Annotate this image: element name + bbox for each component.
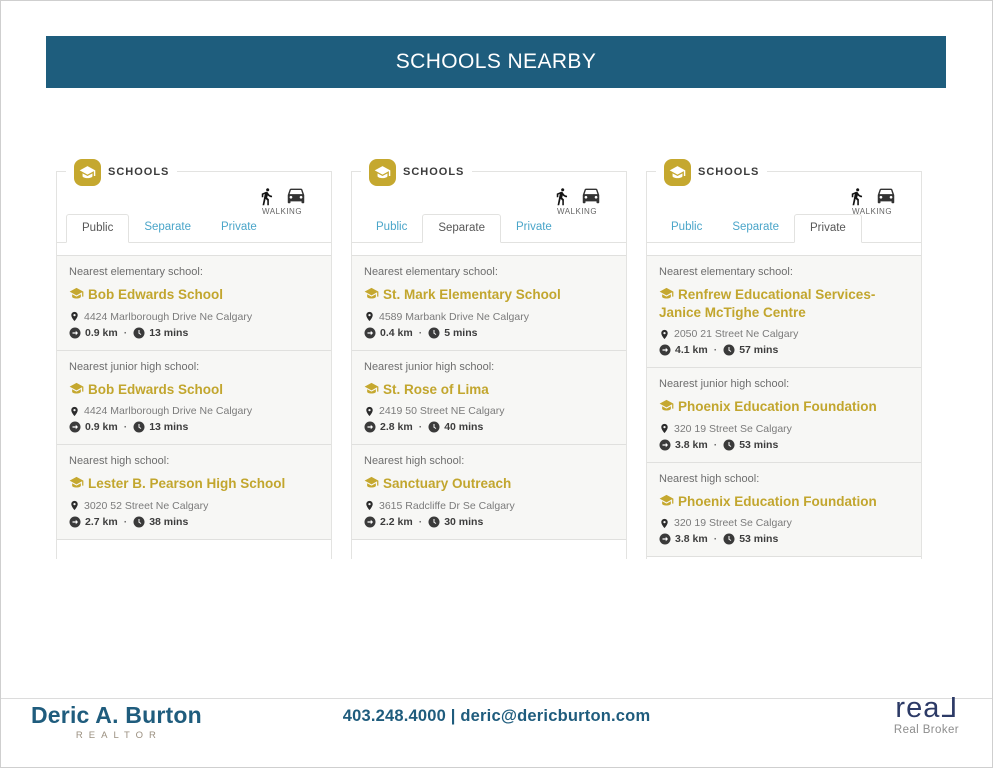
- school-section-junior-high: [57, 351, 331, 446]
- distance-value: 2.2 km: [380, 515, 413, 528]
- separator: ·: [713, 533, 718, 546]
- school-address: 4424 Marlborough Drive Ne Calgary: [84, 310, 253, 323]
- distance-icon: [69, 327, 81, 339]
- section-label: Nearest elementary school:: [659, 266, 793, 278]
- section-label: Nearest high school:: [659, 472, 760, 485]
- time-value: 30 mins: [444, 515, 484, 528]
- distance-value: 0.9 km: [85, 421, 118, 434]
- school-name-link[interactable]: Phoenix Education Foundation: [659, 398, 909, 416]
- graduation-cap-icon: [369, 159, 396, 186]
- clock-icon: [133, 516, 145, 528]
- distance-icon: [659, 344, 671, 356]
- section-label: Nearest junior high school:: [364, 360, 495, 373]
- tab-separate[interactable]: Separate: [422, 214, 501, 243]
- time-value: 38 mins: [149, 515, 189, 528]
- walking-icon[interactable]: [847, 187, 866, 206]
- clock-icon: [133, 327, 145, 339]
- school-name-link[interactable]: Lester B. Pearson High School: [69, 475, 319, 493]
- school-address: 2419 50 Street NE Calgary: [379, 405, 505, 418]
- school-section-high: [352, 445, 626, 540]
- agent-name: Deric A. Burton: [31, 702, 202, 728]
- clock-icon: [428, 421, 440, 433]
- section-label: Nearest junior high school:: [659, 378, 790, 391]
- car-icon[interactable]: [580, 184, 602, 206]
- graduation-cap-icon: [664, 159, 691, 186]
- tab-public[interactable]: Public: [66, 214, 129, 243]
- location-pin-icon: [364, 311, 375, 322]
- distance-icon: [659, 533, 671, 545]
- distance-icon: [69, 421, 81, 433]
- distance-value: 0.9 km: [85, 326, 118, 339]
- separator: ·: [713, 438, 718, 451]
- tab-private[interactable]: Private: [221, 221, 257, 233]
- location-pin-icon: [69, 500, 80, 511]
- distance-icon: [659, 439, 671, 451]
- school-section-high: [57, 445, 331, 540]
- school-section-junior-high: [352, 351, 626, 446]
- clock-icon: [428, 327, 440, 339]
- school-address: 2050 21 Street Ne Calgary: [674, 328, 799, 341]
- separator: ·: [123, 515, 128, 528]
- agent-title: REALTOR: [75, 730, 162, 741]
- tab-separate[interactable]: Separate: [144, 221, 192, 233]
- school-section-junior-high: [647, 368, 921, 463]
- location-pin-icon: [659, 329, 670, 340]
- distance-icon: [364, 421, 376, 433]
- schools-card-header: [66, 157, 177, 187]
- school-name-link[interactable]: Bob Edwards School: [69, 381, 319, 399]
- schools-card-separate: [351, 166, 627, 559]
- contact-info: 403.248.4000 | deric@dericburton.com: [342, 707, 651, 725]
- footer-divider: [1, 698, 992, 699]
- separator: ·: [713, 344, 718, 357]
- school-address: 4424 Marlborough Drive Ne Calgary: [84, 405, 253, 418]
- section-label: Nearest elementary school:: [69, 266, 203, 278]
- clock-icon: [723, 533, 735, 545]
- school-section-elementary: [647, 255, 921, 368]
- distance-value: 2.7 km: [85, 515, 118, 528]
- graduation-cap-icon: [74, 159, 101, 186]
- clock-icon: [723, 439, 735, 451]
- real-broker-logo: reaL: [895, 692, 958, 724]
- walking-mode-label: WALKING: [556, 207, 598, 216]
- page-banner: [46, 36, 946, 88]
- school-address: 3020 52 Street Ne Calgary: [84, 499, 209, 512]
- brand-block: [894, 694, 959, 736]
- travel-mode: [833, 184, 911, 216]
- tab-private[interactable]: Private: [516, 221, 552, 233]
- time-value: 13 mins: [149, 421, 189, 434]
- schools-card-private: [646, 166, 922, 559]
- travel-mode: [243, 184, 321, 216]
- distance-icon: [69, 516, 81, 528]
- section-label: Nearest high school:: [364, 455, 465, 468]
- separator: ·: [418, 515, 423, 528]
- distance-value: 4.1 km: [675, 344, 708, 357]
- school-name-link[interactable]: Bob Edwards School: [69, 286, 319, 304]
- walking-mode-label: WALKING: [261, 207, 303, 216]
- school-name-link[interactable]: Sanctuary Outreach: [364, 475, 614, 493]
- separator: ·: [123, 326, 128, 339]
- graduation-cap-icon: [364, 286, 379, 301]
- school-name-link[interactable]: Renfrew Educational Services-Janice McTighe Centre: [659, 287, 876, 320]
- tab-public[interactable]: Public: [376, 221, 408, 233]
- graduation-cap-icon: [659, 286, 674, 301]
- school-name-link[interactable]: Phoenix Education Foundation: [659, 493, 909, 511]
- travel-mode: [538, 184, 616, 216]
- clock-icon: [428, 516, 440, 528]
- separator: ·: [418, 326, 423, 339]
- school-section-elementary: [352, 255, 626, 351]
- clock-icon: [723, 344, 735, 356]
- separator: ·: [123, 421, 128, 434]
- schools-card-public: [56, 166, 332, 559]
- time-value: 57 mins: [739, 344, 779, 357]
- graduation-cap-icon: [69, 475, 84, 490]
- distance-value: 2.8 km: [380, 421, 413, 434]
- car-icon[interactable]: [285, 184, 307, 206]
- location-pin-icon: [364, 406, 375, 417]
- tab-separate[interactable]: Separate: [732, 221, 780, 233]
- distance-icon: [364, 516, 376, 528]
- school-name-link[interactable]: St. Rose of Lima: [364, 381, 614, 399]
- car-icon[interactable]: [875, 184, 897, 206]
- graduation-cap-icon: [364, 381, 379, 396]
- schools-card-header: [361, 157, 472, 187]
- section-label: Nearest elementary school:: [364, 266, 498, 278]
- school-name-link[interactable]: St. Mark Elementary School: [364, 286, 614, 304]
- graduation-cap-icon: [659, 493, 674, 508]
- clock-icon: [133, 421, 145, 433]
- location-pin-icon: [69, 311, 80, 322]
- tab-public[interactable]: Public: [671, 221, 703, 233]
- distance-value: 3.8 km: [675, 438, 708, 451]
- brand-subtitle: Real Broker: [893, 724, 959, 736]
- time-value: 53 mins: [739, 438, 779, 451]
- school-section-elementary: [57, 255, 331, 351]
- schools-card-title: SCHOOLS: [403, 166, 465, 178]
- section-label: Nearest junior high school:: [69, 360, 200, 373]
- school-type-tabs: [647, 214, 921, 243]
- distance-value: 3.8 km: [675, 533, 708, 546]
- graduation-cap-icon: [69, 381, 84, 396]
- school-section-high: [647, 463, 921, 558]
- distance-icon: [364, 327, 376, 339]
- school-address: 320 19 Street Se Calgary: [674, 422, 792, 435]
- graduation-cap-icon: [364, 475, 379, 490]
- time-value: 5 mins: [444, 326, 478, 339]
- time-value: 53 mins: [739, 533, 779, 546]
- location-pin-icon: [659, 423, 670, 434]
- separator: ·: [418, 421, 423, 434]
- schools-card-title: SCHOOLS: [108, 166, 170, 178]
- location-pin-icon: [364, 500, 375, 511]
- section-label: Nearest high school:: [69, 455, 170, 468]
- time-value: 40 mins: [444, 421, 484, 434]
- page-title: SCHOOLS NEARBY: [395, 50, 597, 73]
- time-value: 13 mins: [149, 326, 189, 339]
- walking-mode-label: WALKING: [851, 207, 893, 216]
- walking-icon[interactable]: [257, 187, 276, 206]
- distance-value: 0.4 km: [380, 326, 413, 339]
- school-type-tabs: [352, 214, 626, 243]
- graduation-cap-icon: [69, 286, 84, 301]
- location-pin-icon: [69, 406, 80, 417]
- school-address: 4589 Marbank Drive Ne Calgary: [379, 310, 529, 323]
- school-type-tabs: [57, 214, 331, 243]
- school-cards-row: [56, 166, 922, 559]
- schools-card-title: SCHOOLS: [698, 166, 760, 178]
- schools-card-header: [656, 157, 767, 187]
- tab-private[interactable]: Private: [794, 214, 862, 243]
- location-pin-icon: [659, 518, 670, 529]
- walking-icon[interactable]: [552, 187, 571, 206]
- school-address: 320 19 Street Se Calgary: [674, 517, 792, 530]
- graduation-cap-icon: [659, 398, 674, 413]
- school-address: 3615 Radcliffe Dr Se Calgary: [379, 499, 515, 512]
